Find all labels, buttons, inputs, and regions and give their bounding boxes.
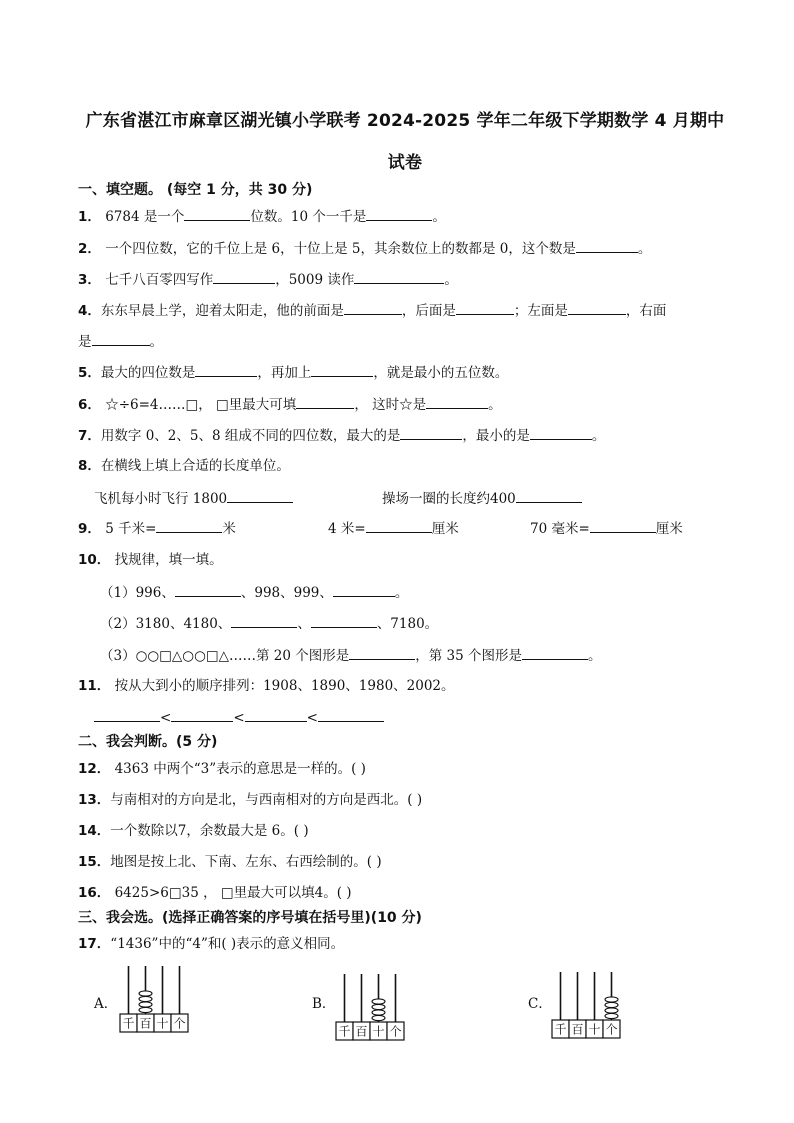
question-number: 2． xyxy=(78,241,101,257)
question-number: 13． xyxy=(78,792,111,808)
question-number: 4． xyxy=(78,303,101,319)
question-number: 7． xyxy=(78,428,101,444)
question-number: 17． xyxy=(78,936,111,952)
place-label: 千 xyxy=(338,1024,351,1039)
abacus-bead xyxy=(372,1004,385,1009)
question-text: “1436”中的“4”和( )表示的意义相同。 xyxy=(110,936,345,952)
question-text: 。 xyxy=(432,209,446,225)
question-text: 一个四位数，它的千位上是 6，十位上是 5，其余数位上的数都是 0，这个数是 xyxy=(100,241,576,257)
question-5 xyxy=(78,362,508,383)
question-text: ☆÷6=4……□， □里最大可填 xyxy=(100,397,297,413)
option-b-label[interactable]: B． xyxy=(312,996,336,1012)
answer-blank[interactable] xyxy=(590,518,656,533)
question-text: ；左面是 xyxy=(513,303,568,319)
abacus-bead xyxy=(139,1007,152,1012)
question-3 xyxy=(78,269,458,290)
question-text: 。 xyxy=(588,648,602,664)
answer-blank[interactable] xyxy=(456,300,514,315)
abacus-bead xyxy=(605,1013,618,1018)
answer-blank[interactable] xyxy=(296,394,354,409)
question-13 xyxy=(78,790,422,810)
question-text: 厘米 xyxy=(655,521,683,537)
answer-blank[interactable] xyxy=(92,331,150,346)
abacus-option-b xyxy=(334,968,424,1044)
abacus-bead xyxy=(372,999,385,1004)
answer-blank[interactable] xyxy=(213,269,275,284)
answer-blank[interactable] xyxy=(171,707,233,722)
question-text: （2）3180、4180、 xyxy=(100,616,232,632)
answer-blank[interactable] xyxy=(568,300,626,315)
question-text: 操场一圈的长度约400 xyxy=(382,491,516,507)
answer-blank[interactable] xyxy=(311,362,373,377)
question-2 xyxy=(78,238,651,259)
place-label: 百 xyxy=(571,1022,584,1037)
answer-blank[interactable] xyxy=(231,613,297,628)
answer-blank[interactable] xyxy=(522,645,588,660)
place-label: 十 xyxy=(372,1024,385,1039)
question-10-part3 xyxy=(100,645,602,666)
question-17 xyxy=(78,934,344,954)
question-number: 15． xyxy=(78,854,111,870)
answer-blank[interactable] xyxy=(245,707,307,722)
abacus-bead xyxy=(139,996,152,1001)
abacus-bead xyxy=(139,1002,152,1007)
abacus-bead xyxy=(372,1015,385,1020)
question-10 xyxy=(78,550,223,570)
question-6 xyxy=(78,394,502,415)
abacus-bead xyxy=(605,1008,618,1013)
answer-blank[interactable] xyxy=(349,645,415,660)
question-15 xyxy=(78,852,382,872)
less-than-sign: < xyxy=(233,710,245,726)
question-text: 。 xyxy=(394,585,409,601)
question-text: 找规律，填一填。 xyxy=(110,552,223,568)
question-number: 3． xyxy=(78,272,101,288)
less-than-sign: < xyxy=(306,710,318,726)
question-text: 70 毫米= xyxy=(530,521,590,537)
question-text: 。 xyxy=(444,272,458,288)
answer-blank[interactable] xyxy=(366,518,432,533)
answer-blank[interactable] xyxy=(354,269,444,284)
question-number: 9． xyxy=(78,521,101,537)
question-text: ，最小的是 xyxy=(462,428,530,444)
question-1 xyxy=(78,206,446,227)
question-10-part2 xyxy=(100,613,438,634)
abacus-option-c xyxy=(550,966,640,1042)
question-text: 东东早晨上学，迎着太阳走，他的前面是 xyxy=(100,303,344,319)
answer-blank[interactable] xyxy=(400,425,462,440)
place-label: 百 xyxy=(355,1024,368,1039)
question-number: 1． xyxy=(78,209,101,225)
option-c-label[interactable]: C． xyxy=(528,996,552,1012)
abacus-bead xyxy=(605,997,618,1002)
question-number: 10． xyxy=(78,552,111,568)
question-text: 、998、999、 xyxy=(240,585,333,601)
place-label: 十 xyxy=(156,1016,169,1031)
question-text: 、 xyxy=(297,616,311,632)
question-text: ，右面 xyxy=(625,303,667,319)
question-4 xyxy=(78,300,666,321)
question-number: 8． xyxy=(78,458,101,474)
answer-blank[interactable] xyxy=(175,582,241,597)
question-text: ，就是最小的五位数。 xyxy=(373,365,509,381)
question-text: ，5009 读作 xyxy=(275,272,355,288)
answer-blank[interactable] xyxy=(184,206,250,221)
answer-blank[interactable] xyxy=(311,613,377,628)
question-number: 6． xyxy=(78,397,101,413)
question-text: 5 千米= xyxy=(100,521,157,537)
abacus-bead xyxy=(372,1010,385,1015)
question-text: ，再加上 xyxy=(257,365,312,381)
question-text: 在横线上填上合适的长度单位。 xyxy=(100,458,290,474)
question-text: 6425>6□35 ， □里最大可以填4。( ) xyxy=(110,885,352,901)
answer-blank[interactable] xyxy=(333,582,395,597)
question-11-answer-row xyxy=(94,707,384,728)
question-number: 11． xyxy=(78,678,111,694)
question-text: 。 xyxy=(637,241,652,257)
place-label: 个 xyxy=(389,1024,402,1039)
question-text: 6784 是一个 xyxy=(100,209,185,225)
question-text: 地图是按上北、下南、左东、右西绘制的。( ) xyxy=(110,854,382,870)
question-number: 14． xyxy=(78,823,111,839)
question-12 xyxy=(78,759,366,779)
exam-title-line2: 试卷 xyxy=(387,153,423,173)
question-7 xyxy=(78,425,605,446)
place-label: 十 xyxy=(588,1022,601,1037)
question-text: 是 xyxy=(78,334,92,350)
section-judgement-heading: 二、我会判断。(5 分) xyxy=(78,734,218,750)
question-text: 用数字 0、2、5、8 组成不同的四位数，最大的是 xyxy=(100,428,401,444)
question-text: 。 xyxy=(591,428,606,444)
question-text: 一个数除以7，余数最大是 6。( ) xyxy=(110,823,309,839)
section-choice-heading: 三、我会选。(选择正确答案的序号填在括号里)(10 分) xyxy=(78,910,422,926)
place-label: 百 xyxy=(139,1016,152,1031)
answer-blank[interactable] xyxy=(94,707,160,722)
question-9-part3 xyxy=(530,518,683,539)
place-label: 千 xyxy=(554,1022,567,1037)
place-label: 个 xyxy=(173,1016,186,1031)
question-8-part2 xyxy=(382,488,582,509)
question-text: 按从大到小的顺序排列：1908、1890、1980、2002。 xyxy=(110,678,455,694)
question-text: 。 xyxy=(488,397,502,413)
answer-blank[interactable] xyxy=(318,707,384,722)
question-text: 4 米= xyxy=(328,521,366,537)
question-text: 位数。10 个一千是 xyxy=(250,209,367,225)
question-text: ， 这时☆是 xyxy=(354,397,427,413)
question-10-part1 xyxy=(100,582,408,603)
answer-blank[interactable] xyxy=(366,206,432,221)
question-text: 厘米 xyxy=(431,521,459,537)
answer-blank[interactable] xyxy=(530,425,592,440)
answer-blank[interactable] xyxy=(516,488,582,503)
question-11 xyxy=(78,676,455,696)
abacus-bead xyxy=(605,1002,618,1007)
question-text: 最大的四位数是 xyxy=(100,365,196,381)
question-text: ，后面是 xyxy=(401,303,456,319)
question-4-continued xyxy=(78,331,163,352)
less-than-sign: < xyxy=(160,710,172,726)
place-label: 个 xyxy=(605,1022,618,1037)
question-text: 4363 中两个“3”表示的意思是一样的。( ) xyxy=(110,761,366,777)
question-16 xyxy=(78,883,352,903)
question-text: ，第 35 个图形是 xyxy=(415,648,523,664)
answer-blank[interactable] xyxy=(156,518,222,533)
question-text: 、7180。 xyxy=(376,616,439,632)
question-text: 飞机每小时飞行 1800 xyxy=(94,491,228,507)
question-14 xyxy=(78,821,309,841)
question-text: （1）996、 xyxy=(100,585,175,601)
answer-blank[interactable] xyxy=(344,300,402,315)
question-text: （3）○○□△○○□△……第 20 个图形是 xyxy=(100,648,350,664)
answer-blank[interactable] xyxy=(426,394,488,409)
exam-title-line1: 广东省湛江市麻章区湖光镇小学联考 2024-2025 学年二年级下学期数学 4 月期中 xyxy=(85,111,725,131)
question-text: 。 xyxy=(149,334,163,350)
answer-blank[interactable] xyxy=(195,362,257,377)
section-fill-blank-heading: 一、填空题。 (每空 1 分，共 30 分) xyxy=(78,182,313,198)
question-8-part1 xyxy=(94,488,293,509)
abacus-option-a xyxy=(118,960,208,1036)
question-text: 米 xyxy=(222,521,236,537)
question-number: 5． xyxy=(78,365,101,381)
question-number: 12． xyxy=(78,761,111,777)
question-text: 七千八百零四写作 xyxy=(100,272,214,288)
question-8 xyxy=(78,456,290,476)
question-9-part1 xyxy=(78,518,236,539)
option-a-label[interactable]: A． xyxy=(94,996,118,1012)
question-text: 与南相对的方向是北，与西南相对的方向是西北。( ) xyxy=(110,792,423,808)
question-number: 16． xyxy=(78,885,111,901)
place-label: 千 xyxy=(122,1016,135,1031)
abacus-bead xyxy=(139,991,152,996)
question-9-part2 xyxy=(328,518,459,539)
answer-blank[interactable] xyxy=(227,488,293,503)
answer-blank[interactable] xyxy=(576,238,638,253)
